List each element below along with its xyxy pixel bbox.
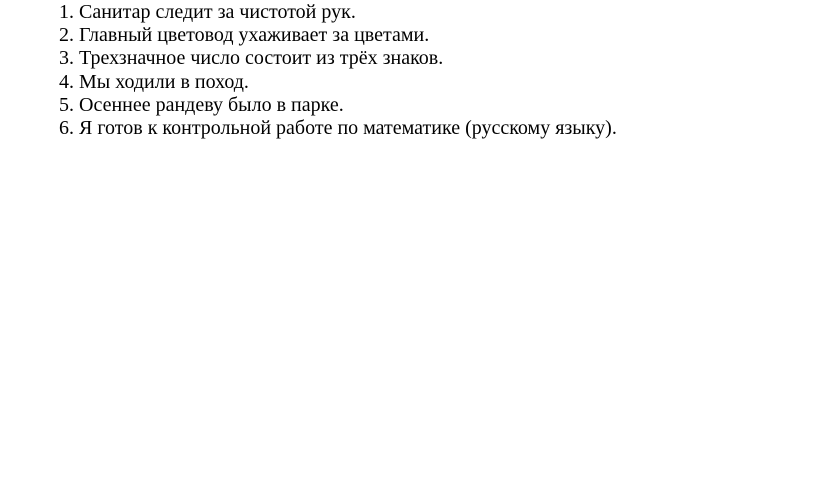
sentence-item: 4. Мы ходили в поход. <box>59 70 249 93</box>
sentence-item: 5. Осеннее рандеву было в парке. <box>59 93 344 116</box>
sentence-item: 2. Главный цветовод ухаживает за цветами. <box>59 24 430 47</box>
sentence-item: 6. Я готов к контрольной работе по математике (русскому языку). <box>59 117 617 140</box>
sentence-list <box>59 1 617 140</box>
sentence-item: 3. Трехзначное число состоит из трёх знаков. <box>59 47 444 70</box>
sentence-item: 1. Санитар следит за чистотой рук. <box>59 1 356 23</box>
